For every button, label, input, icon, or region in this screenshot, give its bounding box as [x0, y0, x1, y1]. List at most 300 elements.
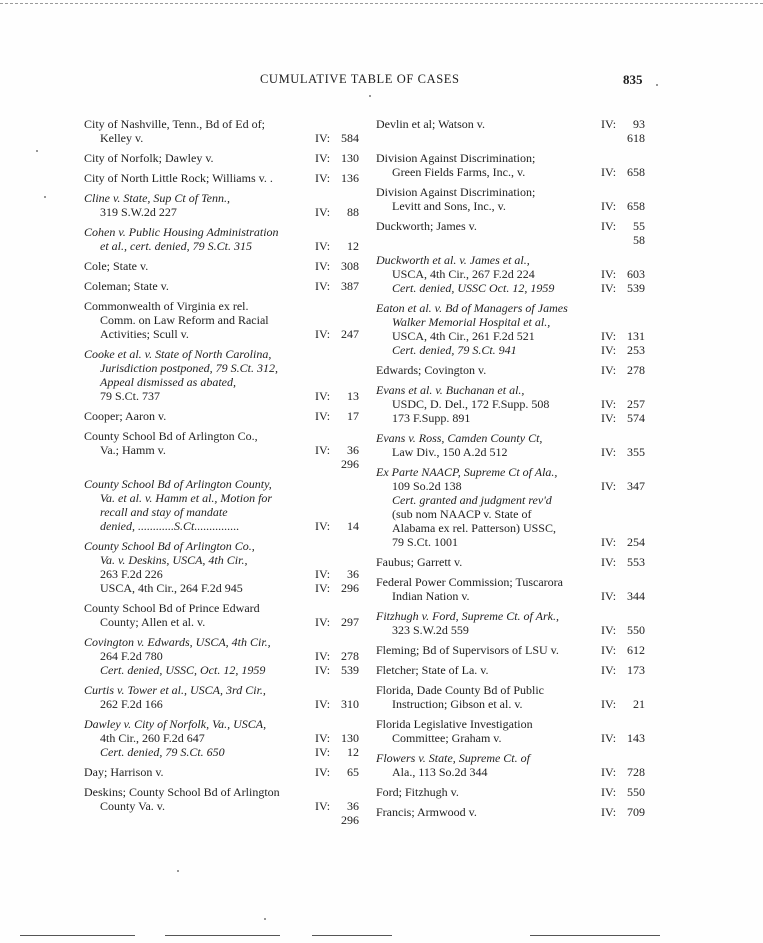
case-entry	[84, 539, 359, 595]
case-title-text: Appeal dismissed as abated,	[100, 375, 236, 389]
citation-reference	[601, 165, 645, 179]
case-title-text: Ford; Fitzhugh v.	[376, 785, 459, 799]
case-title-text: Evans et al. v. Buchanan et al.,	[376, 383, 525, 397]
case-line	[84, 813, 359, 827]
case-line	[376, 785, 646, 799]
volume-label: IV:	[315, 259, 331, 273]
case-title-text: Alabama ex rel. Patterson) USSC,	[392, 521, 556, 535]
page-reference: 130	[341, 151, 359, 165]
citation-reference	[601, 363, 645, 377]
citation-reference	[315, 799, 359, 813]
case-line	[376, 343, 646, 357]
case-line	[376, 233, 646, 247]
citation-reference	[315, 581, 359, 595]
case-title-text: Faubus; Garrett v.	[376, 555, 463, 569]
case-title-text: City of Norfolk; Dawley v.	[84, 151, 214, 165]
volume-label: IV:	[315, 151, 331, 165]
page-reference: 584	[341, 131, 359, 145]
citation-reference	[315, 765, 359, 779]
page-reference: 658	[627, 199, 645, 213]
case-entry	[376, 465, 646, 549]
case-entry	[376, 383, 646, 425]
volume-label: IV:	[601, 219, 617, 233]
case-title-text: Cline v. State, Sup Ct of Tenn.,	[84, 191, 230, 205]
case-title-text: Comm. on Law Reform and Racial	[100, 313, 269, 327]
case-title-text: Day; Harrison v.	[84, 765, 164, 779]
case-entry	[376, 301, 646, 357]
case-title-text: USCA, 4th Cir., 261 F.2d 521	[392, 329, 535, 343]
case-title-text: denied, ............S.Ct...............	[100, 519, 240, 533]
citation-reference	[601, 555, 645, 569]
case-line	[84, 389, 359, 403]
case-line	[84, 553, 359, 567]
volume-label: IV:	[315, 663, 331, 677]
citation-reference	[315, 663, 359, 677]
case-title-text: Indian Nation v.	[392, 589, 470, 603]
citation-reference	[601, 785, 645, 799]
page-reference: 14	[347, 519, 359, 533]
page-reference: 728	[627, 765, 645, 779]
case-line	[376, 411, 646, 425]
case-entry	[376, 751, 646, 779]
case-line	[376, 765, 646, 779]
page-reference: 618	[627, 131, 645, 145]
case-entry	[84, 683, 359, 711]
case-entry	[376, 575, 646, 603]
volume-label: IV:	[315, 131, 331, 145]
page-reference: 709	[627, 805, 645, 819]
page-reference: 58	[633, 233, 645, 247]
case-title-text: Division Against Discrimination;	[376, 185, 536, 199]
case-title-text: 323 S.W.2d 559	[392, 623, 469, 637]
citation-reference	[315, 731, 359, 745]
volume-label: IV:	[601, 643, 617, 657]
page-reference: 247	[341, 327, 359, 341]
citation-reference	[315, 151, 359, 165]
case-line	[84, 327, 359, 341]
citation-reference	[601, 131, 645, 145]
case-entry	[84, 191, 359, 219]
citation-reference	[601, 411, 645, 425]
case-entry	[376, 785, 646, 799]
bottom-rule	[20, 935, 135, 936]
case-line	[376, 717, 646, 731]
case-entry	[84, 785, 359, 827]
case-line	[84, 259, 359, 273]
case-title-text: Fitzhugh v. Ford, Supreme Ct. of Ark.,	[376, 609, 559, 623]
citation-reference	[601, 765, 645, 779]
case-line	[84, 683, 359, 697]
volume-label: IV:	[315, 731, 331, 745]
page-reference: 603	[627, 267, 645, 281]
case-line	[84, 567, 359, 581]
case-line	[84, 799, 359, 813]
citation-reference	[315, 171, 359, 185]
page-reference: 387	[341, 279, 359, 293]
case-entry	[84, 409, 359, 423]
case-title-text: Kelley v.	[100, 131, 144, 145]
citation-reference	[601, 589, 645, 603]
case-line	[376, 521, 646, 535]
volume-label: IV:	[601, 445, 617, 459]
case-title-text: Federal Power Commission; Tuscarora	[376, 575, 563, 589]
case-line	[84, 171, 359, 185]
case-title-text: USCA, 4th Cir., 267 F.2d 224	[392, 267, 535, 281]
citation-reference	[601, 479, 645, 493]
case-title-text: City of Nashville, Tenn., Bd of Ed of;	[84, 117, 265, 131]
case-line	[84, 697, 359, 711]
page-reference: 131	[627, 329, 645, 343]
page-reference: 574	[627, 411, 645, 425]
case-entry	[84, 299, 359, 341]
citation-reference	[315, 327, 359, 341]
citation-reference	[315, 279, 359, 293]
page-reference: 278	[627, 363, 645, 377]
case-line	[84, 717, 359, 731]
case-entry	[84, 279, 359, 293]
page-reference: 296	[341, 813, 359, 827]
case-line	[84, 299, 359, 313]
case-title-text: 79 S.Ct. 1001	[392, 535, 459, 549]
volume-label: IV:	[315, 697, 331, 711]
case-entry	[376, 151, 646, 179]
citation-reference	[601, 623, 645, 637]
case-line	[376, 199, 646, 213]
page-reference: 296	[341, 581, 359, 595]
case-title-text: 264 F.2d 780	[100, 649, 163, 663]
page-reference: 344	[627, 589, 645, 603]
case-line	[84, 443, 359, 457]
citation-reference	[601, 117, 645, 131]
case-line	[376, 397, 646, 411]
case-entry	[84, 477, 359, 533]
citation-reference	[601, 281, 645, 295]
case-title-text: Green Fields Farms, Inc., v.	[392, 165, 526, 179]
page-reference: 93	[633, 117, 645, 131]
case-title-text: Commonwealth of Virginia ex rel.	[84, 299, 249, 313]
case-line	[376, 117, 646, 131]
case-line	[376, 697, 646, 711]
citation-reference	[315, 239, 359, 253]
case-title-text: Covington v. Edwards, USCA, 4th Cir.,	[84, 635, 271, 649]
page-reference: 612	[627, 643, 645, 657]
case-entry	[376, 717, 646, 745]
case-line	[376, 465, 646, 479]
case-title-text: Instruction; Gibson et al. v.	[392, 697, 523, 711]
case-title-text: Cohen v. Public Housing Administration	[84, 225, 279, 239]
case-line	[376, 643, 646, 657]
case-title-text: 173 F.Supp. 891	[392, 411, 471, 425]
volume-label: IV:	[315, 519, 331, 533]
page-reference: 173	[627, 663, 645, 677]
case-line	[84, 429, 359, 443]
page-reference: 36	[347, 567, 359, 581]
volume-label: IV:	[601, 663, 617, 677]
page-reference: 130	[341, 731, 359, 745]
case-title-text: Division Against Discrimination;	[376, 151, 536, 165]
case-line	[376, 623, 646, 637]
case-entry	[84, 601, 359, 629]
case-title-text: Cert. denied, 79 S.Ct. 941	[392, 343, 517, 357]
case-title-text: Fleming; Bd of Supervisors of LSU v.	[376, 643, 559, 657]
case-entry	[376, 185, 646, 213]
case-line	[376, 363, 646, 377]
case-line	[376, 555, 646, 569]
case-entry	[376, 643, 646, 657]
case-title-text: City of North Little Rock; Williams v. .	[84, 171, 273, 185]
case-entry	[84, 151, 359, 165]
volume-label: IV:	[601, 555, 617, 569]
case-entry	[84, 717, 359, 759]
volume-label: IV:	[315, 745, 331, 759]
citation-reference	[601, 697, 645, 711]
case-line	[376, 493, 646, 507]
page-reference: 257	[627, 397, 645, 411]
case-entry	[376, 363, 646, 377]
case-entry	[376, 253, 646, 295]
case-line	[376, 805, 646, 819]
page-reference: 253	[627, 343, 645, 357]
volume-label: IV:	[601, 697, 617, 711]
case-entry	[376, 683, 646, 711]
case-line	[376, 301, 646, 315]
case-title-text: Cert. denied, USSC Oct. 12, 1959	[392, 281, 555, 295]
case-title-text: 4th Cir., 260 F.2d 647	[100, 731, 205, 745]
volume-label: IV:	[601, 765, 617, 779]
case-line	[376, 165, 646, 179]
case-line	[84, 457, 359, 471]
case-title-text: Eaton et al. v. Bd of Managers of James	[376, 301, 568, 315]
citation-reference	[315, 567, 359, 581]
case-title-text: recall and stay of mandate	[100, 505, 228, 519]
page-reference: 553	[627, 555, 645, 569]
citation-reference	[315, 443, 359, 457]
page-reference: 550	[627, 785, 645, 799]
case-title-text: County School Bd of Arlington County,	[84, 477, 272, 491]
case-title-text: County; Allen et al. v.	[100, 615, 206, 629]
case-title-text: Devlin et al; Watson v.	[376, 117, 486, 131]
case-line	[84, 635, 359, 649]
case-line	[84, 239, 359, 253]
case-title-text: USCA, 4th Cir., 264 F.2d 945	[100, 581, 243, 595]
volume-label: IV:	[315, 765, 331, 779]
case-entry	[376, 663, 646, 677]
volume-label: IV:	[315, 581, 331, 595]
volume-label: IV:	[315, 649, 331, 663]
case-line	[84, 765, 359, 779]
page-reference: 17	[347, 409, 359, 423]
volume-label: IV:	[601, 805, 617, 819]
case-title-text: 263 F.2d 226	[100, 567, 163, 581]
case-title-text: Evans v. Ross, Camden County Ct,	[376, 431, 543, 445]
case-line	[84, 731, 359, 745]
volume-label: IV:	[315, 279, 331, 293]
case-line	[376, 329, 646, 343]
case-entry	[84, 171, 359, 185]
volume-label: IV:	[601, 267, 617, 281]
volume-label: IV:	[601, 199, 617, 213]
left-column	[84, 117, 359, 833]
case-entry	[376, 219, 646, 247]
case-title-text: County Va. v.	[100, 799, 166, 813]
page-reference: 65	[347, 765, 359, 779]
volume-label: IV:	[315, 567, 331, 581]
case-title-text: Coleman; State v.	[84, 279, 169, 293]
case-line	[84, 375, 359, 389]
volume-label: IV:	[601, 397, 617, 411]
case-line	[376, 281, 646, 295]
case-line	[84, 539, 359, 553]
citation-reference	[601, 805, 645, 819]
case-line	[376, 663, 646, 677]
case-line	[84, 313, 359, 327]
page-reference: 296	[341, 457, 359, 471]
volume-label: IV:	[315, 171, 331, 185]
bottom-rule	[312, 935, 392, 936]
page-reference: 347	[627, 479, 645, 493]
case-line	[376, 219, 646, 233]
case-entry	[376, 609, 646, 637]
case-entry	[84, 635, 359, 677]
page-reference: 12	[347, 745, 359, 759]
case-title-text: Dawley v. City of Norfolk, Va., USCA,	[84, 717, 267, 731]
volume-label: IV:	[601, 281, 617, 295]
citation-reference	[601, 343, 645, 357]
citation-reference	[601, 535, 645, 549]
case-title-text: Duckworth et al. v. James et al.,	[376, 253, 530, 267]
case-line	[84, 361, 359, 375]
citation-reference	[315, 745, 359, 759]
case-line	[376, 751, 646, 765]
page-reference: 136	[341, 171, 359, 185]
case-entry	[84, 117, 359, 145]
page-reference: 143	[627, 731, 645, 745]
case-title-text: Ex Parte NAACP, Supreme Ct of Ala.,	[376, 465, 558, 479]
citation-reference	[315, 457, 359, 471]
page-reference: 36	[347, 799, 359, 813]
citation-reference	[315, 649, 359, 663]
volume-label: IV:	[315, 205, 331, 219]
citation-reference	[315, 813, 359, 827]
case-title-text: Cooke et al. v. State of North Carolina,	[84, 347, 272, 361]
volume-label: IV:	[315, 327, 331, 341]
volume-label: IV:	[315, 799, 331, 813]
case-title-text: (sub nom NAACP v. State of	[392, 507, 532, 521]
case-line	[84, 131, 359, 145]
citation-reference	[315, 697, 359, 711]
page-reference: 310	[341, 697, 359, 711]
running-title: CUMULATIVE TABLE OF CASES	[260, 72, 460, 86]
case-line	[84, 663, 359, 677]
case-title-text: 79 S.Ct. 737	[100, 389, 161, 403]
volume-label: IV:	[315, 409, 331, 423]
volume-label: IV:	[601, 363, 617, 377]
citation-reference	[601, 329, 645, 343]
page-reference: 254	[627, 535, 645, 549]
case-title-text: Cert. denied, USSC, Oct. 12, 1959	[100, 663, 266, 677]
citation-reference	[601, 233, 645, 247]
case-title-text: 262 F.2d 166	[100, 697, 163, 711]
case-line	[84, 225, 359, 239]
page-reference: 658	[627, 165, 645, 179]
case-line	[376, 185, 646, 199]
volume-label: IV:	[601, 329, 617, 343]
case-title-text: County School Bd of Prince Edward	[84, 601, 260, 615]
volume-label: IV:	[601, 785, 617, 799]
case-line	[84, 615, 359, 629]
bottom-rule	[530, 935, 660, 936]
volume-label: IV:	[315, 389, 331, 403]
case-title-text: Cooper; Aaron v.	[84, 409, 167, 423]
citation-reference	[315, 205, 359, 219]
case-title-text: Francis; Armwood v.	[376, 805, 477, 819]
case-title-text: Jurisdiction postponed, 79 S.Ct. 312,	[100, 361, 278, 375]
case-title-text: Activities; Scull v.	[100, 327, 189, 341]
citation-reference	[601, 445, 645, 459]
citation-reference	[601, 643, 645, 657]
case-title-text: County School Bd of Arlington Co.,	[84, 539, 255, 553]
case-entry	[376, 805, 646, 819]
case-entry	[84, 429, 359, 471]
case-line	[84, 151, 359, 165]
bottom-rule	[165, 935, 280, 936]
case-line	[376, 575, 646, 589]
volume-label: IV:	[315, 443, 331, 457]
case-title-text: 109 So.2d 138	[392, 479, 462, 493]
page-reference: 88	[347, 205, 359, 219]
case-title-text: Deskins; County School Bd of Arlington	[84, 785, 280, 799]
case-title-text: Cole; State v.	[84, 259, 149, 273]
volume-label: IV:	[601, 731, 617, 745]
page-reference: 12	[347, 239, 359, 253]
case-line	[84, 347, 359, 361]
page-reference: 55	[633, 219, 645, 233]
case-title-text: Walker Memorial Hospital et al.,	[392, 315, 551, 329]
page-reference: 355	[627, 445, 645, 459]
citation-reference	[315, 519, 359, 533]
case-title-text: Florida Legislative Investigation	[376, 717, 533, 731]
case-line	[376, 589, 646, 603]
case-title-text: Cert. granted and judgment rev'd	[392, 493, 552, 507]
case-title-text: Ala., 113 So.2d 344	[392, 765, 488, 779]
volume-label: IV:	[601, 479, 617, 493]
citation-reference	[315, 131, 359, 145]
case-line	[84, 785, 359, 799]
case-line	[376, 267, 646, 281]
case-line	[84, 191, 359, 205]
case-title-text: Curtis v. Tower et al., USCA, 3rd Cir.,	[84, 683, 266, 697]
case-line	[84, 117, 359, 131]
page-reference: 278	[341, 649, 359, 663]
case-line	[376, 151, 646, 165]
case-line	[376, 507, 646, 521]
case-title-text: Law Div., 150 A.2d 512	[392, 445, 508, 459]
case-title-text: Flowers v. State, Supreme Ct. of	[376, 751, 530, 765]
case-line	[376, 253, 646, 267]
citation-reference	[601, 199, 645, 213]
volume-label: IV:	[601, 117, 617, 131]
case-line	[376, 315, 646, 329]
case-title-text: Va. et al. v. Hamm et al., Motion for	[100, 491, 273, 505]
case-line	[84, 505, 359, 519]
case-entry	[84, 259, 359, 273]
case-entry	[376, 431, 646, 459]
citation-reference	[315, 409, 359, 423]
case-line	[376, 431, 646, 445]
case-entry	[376, 117, 646, 145]
case-entry	[84, 765, 359, 779]
page-reference: 21	[633, 697, 645, 711]
